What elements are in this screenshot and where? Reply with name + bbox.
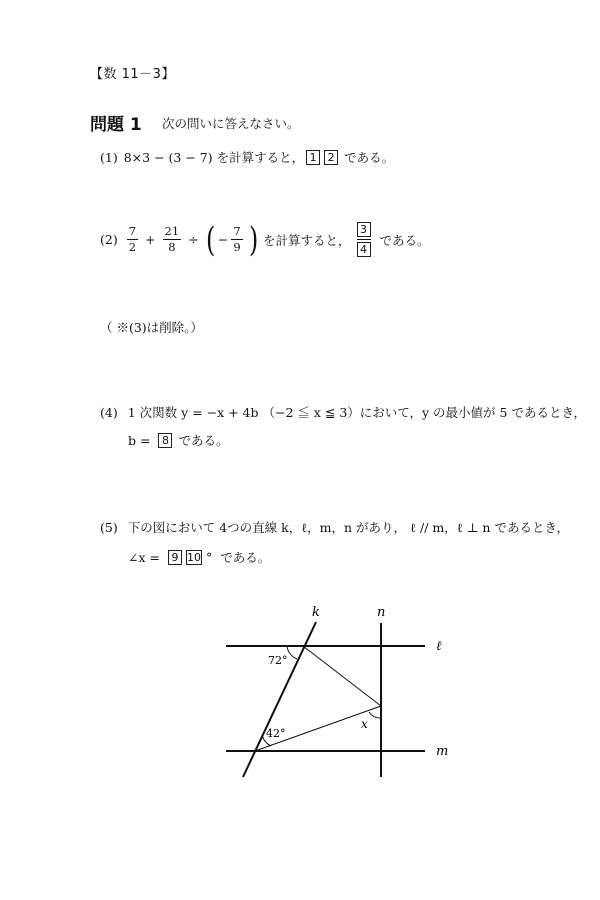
question-2-label: (2) (100, 232, 118, 247)
fraction-denominator: 9 (233, 240, 241, 254)
label-l: ℓ (436, 639, 442, 654)
question-3-note: （ ※(3)は削除。） (100, 320, 203, 335)
label-k: k (312, 605, 320, 620)
problem-instruction: 次の問いに答えなさい。 (162, 116, 300, 131)
fraction-denominator: 2 (128, 240, 137, 254)
question-5-text: 下の図において 4つの直線 k，ℓ，m，n があり， ℓ // m，ℓ ⊥ n であるとき， (127, 520, 569, 535)
question-1-tail: である。 (344, 150, 395, 165)
angle-label-42: 42° (266, 727, 286, 740)
problem-title: 問題 1 (90, 115, 142, 135)
angle-label-x: x (361, 717, 368, 731)
question-4-text: 1 次関数 y = −x + 4b （−2 ≦ x ≦ 3）において，y の最小値が 5 であるとき， (127, 405, 586, 420)
question-5-label: (5) (100, 519, 118, 535)
question-5-answer-prefix: ∠x = (128, 549, 160, 565)
plus-sign: + (145, 232, 156, 247)
right-paren: ) (248, 219, 259, 260)
degree-sign: ° (205, 549, 213, 565)
question-1-expression: 8×3 − (3 − 7) を計算すると， (123, 150, 305, 165)
question-2-tail: である。 (379, 232, 430, 248)
label-m: m (436, 744, 449, 759)
answer-box-10[interactable]: 10 (186, 550, 201, 564)
divide-sign: ÷ (188, 232, 199, 247)
fraction-numerator: 7 (128, 224, 137, 238)
fraction-numerator: 21 (164, 224, 180, 238)
question-1-label: (1) (100, 149, 118, 165)
minus-sign: − (217, 232, 229, 247)
question-4-label: (4) (100, 404, 118, 420)
angle-label-72: 72° (268, 654, 288, 667)
question-4-answer-prefix: b = (128, 432, 151, 448)
question-4-tail: である。 (178, 433, 229, 448)
question-5-tail: である。 (220, 550, 271, 565)
fraction-numerator: 7 (233, 224, 241, 238)
page-header: 【数 11－3】 (90, 67, 175, 82)
answer-box-2[interactable]: 2 (324, 150, 338, 165)
left-paren: ( (205, 219, 215, 260)
segment-upper (303, 646, 381, 706)
answer-box-8[interactable]: 8 (158, 433, 172, 448)
fraction-denominator: 8 (168, 240, 176, 254)
answer-box-9[interactable]: 9 (168, 550, 182, 565)
question-2-middle: を計算すると， (263, 232, 351, 248)
answer-box-3[interactable]: 3 (357, 222, 371, 237)
answer-box-1[interactable]: 1 (306, 150, 320, 165)
label-n: n (377, 605, 386, 620)
angle-arc-x (369, 712, 381, 718)
angle-arc-72 (287, 646, 297, 659)
answer-box-4[interactable]: 4 (357, 242, 371, 257)
